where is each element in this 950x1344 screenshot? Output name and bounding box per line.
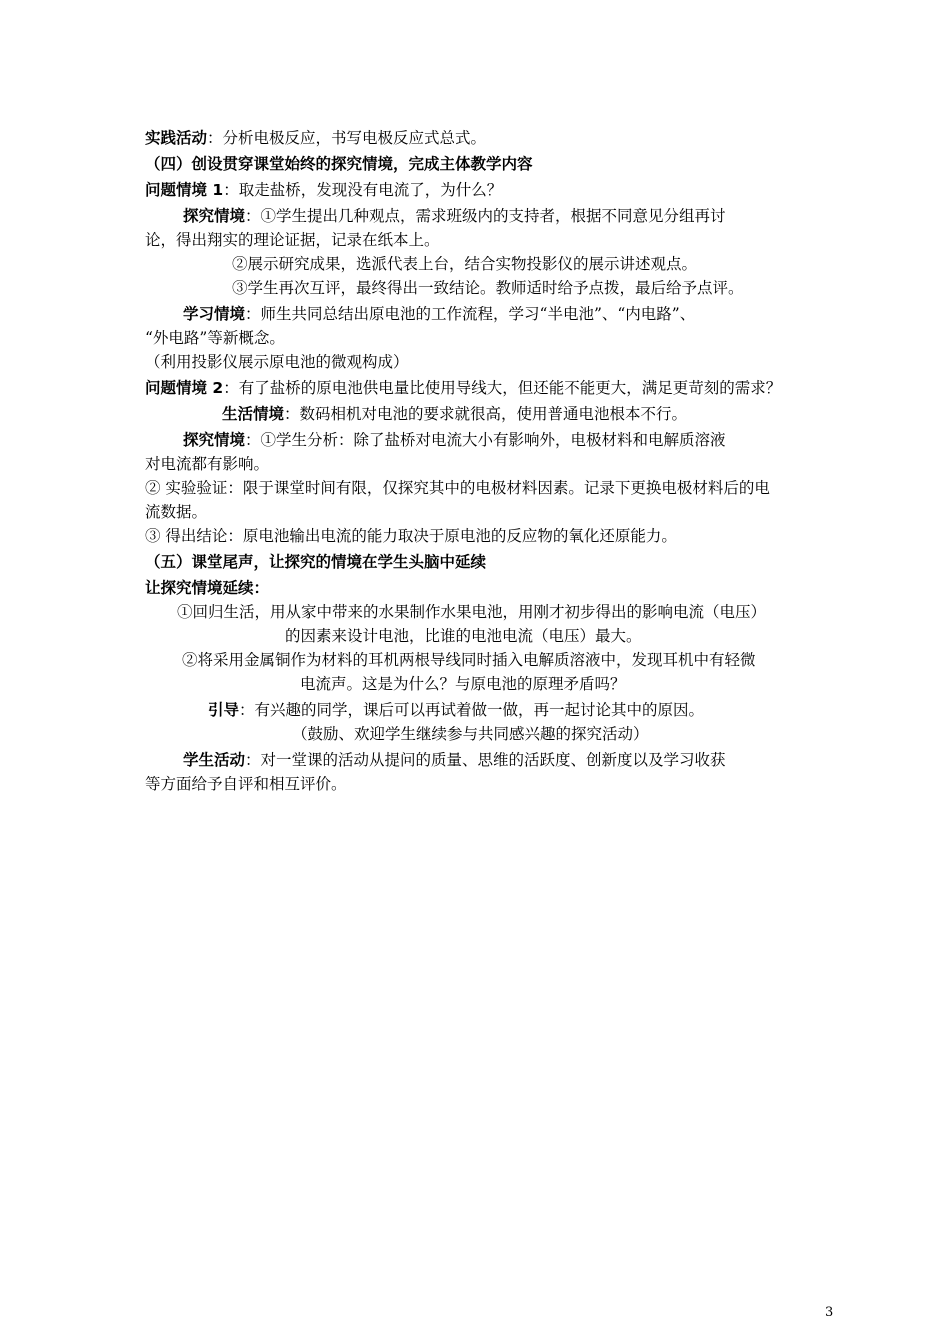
paragraph-problem-1 <box>145 180 502 200</box>
paragraph-guide <box>208 700 704 720</box>
paragraph-problem-2 <box>145 378 781 398</box>
paragraph-practice-activity <box>145 128 486 148</box>
paragraph-learning <box>183 304 695 324</box>
label: 实践活动 <box>145 129 208 147</box>
label: 探究情境 <box>183 207 246 225</box>
paragraph-student-activity <box>183 750 726 770</box>
paragraph-line: ②将采用金属铜作为材料的耳机两根导线同时插入电解质溶液中，发现耳机中有轻微 <box>182 651 756 669</box>
label: 问题情境 2 <box>145 379 224 397</box>
paragraph-line: 的因素来设计电池，比谁的电池电流（电压）最大。 <box>285 627 642 645</box>
paragraph-explore-2 <box>183 430 726 450</box>
text: ：①学生提出几种观点，需求班级内的支持者，根据不同意见分组再讨 <box>245 207 726 225</box>
label: 问题情境 1 <box>145 181 224 199</box>
page-number: 3 <box>825 1305 834 1320</box>
text: ：取走盐桥，发现没有电流了，为什么？ <box>223 181 503 199</box>
paragraph-line: （鼓励、欢迎学生继续参与共同感兴趣的探究活动） <box>292 725 649 743</box>
section-heading-4: （四）创设贯穿课堂始终的探究情境，完成主体教学内容 <box>145 155 533 173</box>
text: ：有了盐桥的原电池供电量比使用导线大，但还能不能更大，满足更苛刻的需求？ <box>223 379 782 397</box>
paragraph-line: （利用投影仪展示原电池的微观构成） <box>145 353 409 371</box>
paragraph-line: 等方面给予自评和相互评价。 <box>145 775 347 793</box>
subheading-continue: 让探究情境延续： <box>145 579 270 597</box>
label: 学习情境 <box>183 305 246 323</box>
text: ：数码相机对电池的要求就很高，使用普通电池根本不行。 <box>284 405 688 423</box>
text: ：对一堂课的活动从提问的质量、思维的活跃度、创新度以及学习收获 <box>245 751 726 769</box>
paragraph-line: ② 实验验证：限于课堂时间有限，仅探究其中的电极材料因素。记录下更换电极材料后的电 <box>145 479 770 497</box>
paragraph-line: 电流声。这是为什么？与原电池的原理矛盾吗？ <box>300 675 626 693</box>
paragraph-line: “外电路”等新概念。 <box>145 329 285 347</box>
paragraph-explore-1 <box>183 206 726 226</box>
text: ：师生共同总结出原电池的工作流程，学习“半电池”、“内电路”、 <box>245 305 696 323</box>
text: ：有兴趣的同学，课后可以再试着做一做，再一起讨论其中的原因。 <box>239 701 705 719</box>
paragraph-line: ③学生再次互评，最终得出一致结论。教师适时给予点拨，最后给予点评。 <box>232 279 744 297</box>
paragraph-line: ②展示研究成果，选派代表上台，结合实物投影仪的展示讲述观点。 <box>232 255 698 273</box>
text: ：分析电极反应，书写电极反应式总式。 <box>207 129 487 147</box>
paragraph-line: 论，得出翔实的理论证据，记录在纸本上。 <box>145 231 440 249</box>
section-heading-5: （五）课堂尾声，让探究的情境在学生头脑中延续 <box>145 553 487 571</box>
label: 生活情境 <box>222 405 285 423</box>
paragraph-line: ③ 得出结论：原电池输出电流的能力取决于原电池的反应物的氧化还原能力。 <box>145 527 677 545</box>
paragraph-line: 对电流都有影响。 <box>145 455 270 473</box>
label: 引导 <box>208 701 240 719</box>
label: 学生活动 <box>183 751 246 769</box>
paragraph-line: 流数据。 <box>145 503 208 521</box>
text: ：①学生分析：除了盐桥对电流大小有影响外，电极材料和电解质溶液 <box>245 431 726 449</box>
paragraph-life <box>222 404 687 424</box>
paragraph-line: ①回归生活，用从家中带来的水果制作水果电池，用刚才初步得出的影响电流（电压） <box>177 603 767 621</box>
label: 探究情境 <box>183 431 246 449</box>
